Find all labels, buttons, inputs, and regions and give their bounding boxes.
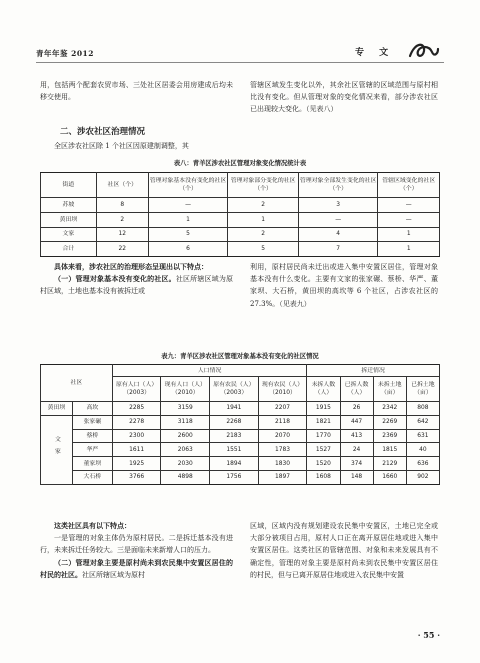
table-cell: 2285 (112, 402, 161, 416)
paragraph-right-mid: 利用，原村居民尚未迁出或进入集中安置区居住，管理对象基本没有什么变化。主要有文家的张家碾、蔡桥、华严、董家坝、大石桥，黄田坝的高坎等 6 个社区，占涉农社区的 27.3%。（见表九） (250, 263, 438, 308)
table-header-cell: 未拆人数（人） (307, 377, 340, 402)
table-row (41, 415, 440, 429)
table-cell: 2 (228, 227, 299, 242)
paragraph-heading: 这类社区具有以下特点： (54, 522, 131, 530)
table-cell: 1894 (210, 457, 259, 471)
table-cell: 高坎 (72, 402, 112, 416)
table-cell: 2207 (258, 402, 307, 416)
table-cell: 1915 (307, 402, 340, 416)
subsection-title: （一）管理对象基本没有变化的社区。 (54, 275, 176, 284)
table-cell: 2600 (161, 429, 210, 443)
table-cell: 华严 (72, 443, 112, 457)
table-cell: — (378, 212, 440, 227)
table-cell: 2269 (373, 415, 406, 429)
table-cell: 5 (148, 227, 228, 242)
table-cell: 1608 (307, 470, 340, 484)
table-header-cell: 拆迁情况 (307, 365, 440, 377)
table-header-cell: 现有人口（人）（2010） (161, 377, 210, 402)
table-cell: 374 (340, 457, 373, 471)
table-row (41, 227, 440, 242)
table-cell: 4 (298, 227, 378, 242)
table-cell-street (41, 415, 73, 484)
table-header-cell: 社区（个） (96, 173, 148, 198)
table-cell: 2342 (373, 402, 406, 416)
unchanged-community-table (40, 364, 440, 485)
table-cell: 24 (340, 443, 373, 457)
table-cell: — (148, 198, 228, 213)
table-header-cell: 管理对象基本没有变化的社区（个） (148, 173, 228, 198)
table-header-cell: 街道 (41, 173, 97, 198)
paragraph-text: 一是管理的对象主体仍为原村居民。二是拆迁基本没有进行，未来拆迁任务较大。三是面临未来新增人口的压力。 (40, 534, 233, 555)
table-header-cell: 现有农民（人）（2010） (258, 377, 307, 402)
table-header-row (41, 173, 440, 198)
table-cell: 黄田坝 (41, 212, 97, 227)
paragraph-right-top: 管辖区域发生变化以外，其余社区管辖的区域范围与原村相比没有变化。但从管理对象的变化情况来看，部分涉农社区已出现较大变化。（见表八） (250, 81, 438, 114)
table-caption: 表九：青羊区涉农社区管理对象基本没有变化的社区情况 (161, 353, 319, 360)
table-cell: 1897 (258, 470, 307, 484)
table-cell: 1 (228, 212, 299, 227)
table-cell: 1 (378, 227, 440, 242)
table-header-cell: 已拆人数（人） (340, 377, 373, 402)
table-header-cell: 原有人口（人）（2003） (112, 377, 161, 402)
table-cell: 1520 (307, 457, 340, 471)
table-header-cell: 管理对象全部发生变化的社区（个） (298, 173, 378, 198)
table-cell: 6 (148, 242, 228, 257)
table-cell: 合计 (41, 242, 97, 257)
table-cell: 1 (378, 242, 440, 257)
table-cell: 张家碾 (72, 415, 112, 429)
table-cell: 26 (340, 402, 373, 416)
table-cell: 1830 (258, 457, 307, 471)
table-cell: 1821 (307, 415, 340, 429)
section-title: 二、涉农社区治理情况 (60, 127, 146, 137)
table-cell: 447 (340, 415, 373, 429)
table-row (41, 443, 440, 457)
paragraph-left-mid (40, 261, 233, 298)
table-cell: 5 (228, 242, 299, 257)
table-cell: 1925 (112, 457, 161, 471)
table-cell: 642 (406, 415, 439, 429)
decorative-swirl-icon (407, 40, 441, 62)
table-cell-street: 黄田坝 (41, 402, 73, 416)
table-cell: 文家 (41, 227, 97, 242)
table-cell: 2129 (373, 457, 406, 471)
table-cell: 2063 (161, 443, 210, 457)
table-cell: 董家坝 (72, 457, 112, 471)
table-cell: 12 (96, 227, 148, 242)
table-cell: 631 (406, 429, 439, 443)
table-cell: 4898 (161, 470, 210, 484)
table-cell: 8 (96, 198, 148, 213)
table-header-cell: 原有农民（人）（2003） (210, 377, 259, 402)
table-cell: 22 (96, 242, 148, 257)
table-header-cell: 未拆土地（亩） (373, 377, 406, 402)
table-header-cell: 管理对象部分变化的社区（个） (228, 173, 299, 198)
table-cell: 2 (96, 212, 148, 227)
table-cell: 蔡桥 (72, 429, 112, 443)
table-cell: — (298, 212, 378, 227)
table-cell: 7 (298, 242, 378, 257)
table-cell: 苏坡 (41, 198, 97, 213)
table-row (41, 457, 440, 471)
table-cell: 40 (406, 443, 439, 457)
page-number: · 55 · (417, 630, 440, 640)
table-cell: 1815 (373, 443, 406, 457)
table-cell: 3118 (161, 415, 210, 429)
table-cell: 1756 (210, 470, 259, 484)
table-header-row (41, 365, 440, 377)
paragraph-text: 社区所辖区域为原村区域，土地也基本没有被拆迁或 (40, 275, 234, 296)
running-header-right: 专 文 (355, 48, 395, 58)
table-cell: 1783 (258, 443, 307, 457)
table-cell: 413 (340, 429, 373, 443)
table-cell: 2030 (161, 457, 210, 471)
subsection-title: （二）管理对象主要是原村尚未到农民集中安置区居住的村民的社区。 (40, 558, 233, 579)
street-label: 文家 (53, 436, 60, 461)
running-header-left: 青年年鉴 2012 (36, 49, 94, 58)
paragraph-left-bottom (40, 520, 233, 581)
table-cell: 3159 (161, 402, 210, 416)
table-cell: 1660 (373, 470, 406, 484)
paragraph-text: 社区所辖区域为原村 (82, 570, 145, 579)
table-cell: 2268 (210, 415, 259, 429)
table-cell: 3766 (112, 470, 161, 484)
table-cell: 大石桥 (72, 470, 112, 484)
table-header-cell: 社区 (41, 365, 113, 402)
table-cell: 2118 (258, 415, 307, 429)
table-cell: 2369 (373, 429, 406, 443)
table-header-cell: 人口情况 (112, 365, 307, 377)
table-cell: 1941 (210, 402, 259, 416)
table-cell: 636 (406, 457, 439, 471)
table-cell: 808 (406, 402, 439, 416)
paragraph-left-top: 用，包括两个配套农贸市场、三处社区居委会用房建成后均未移交使用。 (40, 81, 233, 102)
table-cell: 1551 (210, 443, 259, 457)
table-cell: 1770 (307, 429, 340, 443)
table-header-cell: 管辖区域变化的社区（个） (378, 173, 440, 198)
table-cell: 2183 (210, 429, 259, 443)
table-row (41, 198, 440, 213)
table-cell: 2 (228, 198, 299, 213)
paragraph-right-bottom: 区域，区域内没有规划建设农民集中安置区，土地已完全或大部分被项目占用，原村人口正在离开原居住地或进入集中安置区居住。这类社区的管辖范围、对象和未来发展具有不确定性，管理的对象主要是原村尚未到农民集中安置区居住的村民，但与已离开原居住地或进入农民集中安置 (250, 522, 438, 579)
table-row (41, 242, 440, 257)
paragraph-intro: 全区涉农社区除 1 个社区因原建制调整，其 (54, 142, 189, 150)
table-row (41, 402, 440, 416)
table-cell: — (378, 198, 440, 213)
table-row (41, 470, 440, 484)
table-cell: 1611 (112, 443, 161, 457)
header-rule (36, 62, 444, 63)
community-change-table (40, 172, 440, 257)
table-cell: 1527 (307, 443, 340, 457)
table-cell: 1 (148, 212, 228, 227)
paragraph-heading: 具体来看，涉农社区的治理形态呈现出以下特点： (54, 263, 208, 271)
table-caption: 表八：青羊区涉农社区管理对象变化情况统计表 (173, 160, 307, 167)
table-cell: 2278 (112, 415, 161, 429)
table-row (41, 429, 440, 443)
table-header-cell: 已拆土地（亩） (406, 377, 439, 402)
table-cell: 148 (340, 470, 373, 484)
table-cell: 2300 (112, 429, 161, 443)
table-cell: 2070 (258, 429, 307, 443)
table-row (41, 212, 440, 227)
table-cell: 3 (298, 198, 378, 213)
table-cell: 902 (406, 470, 439, 484)
